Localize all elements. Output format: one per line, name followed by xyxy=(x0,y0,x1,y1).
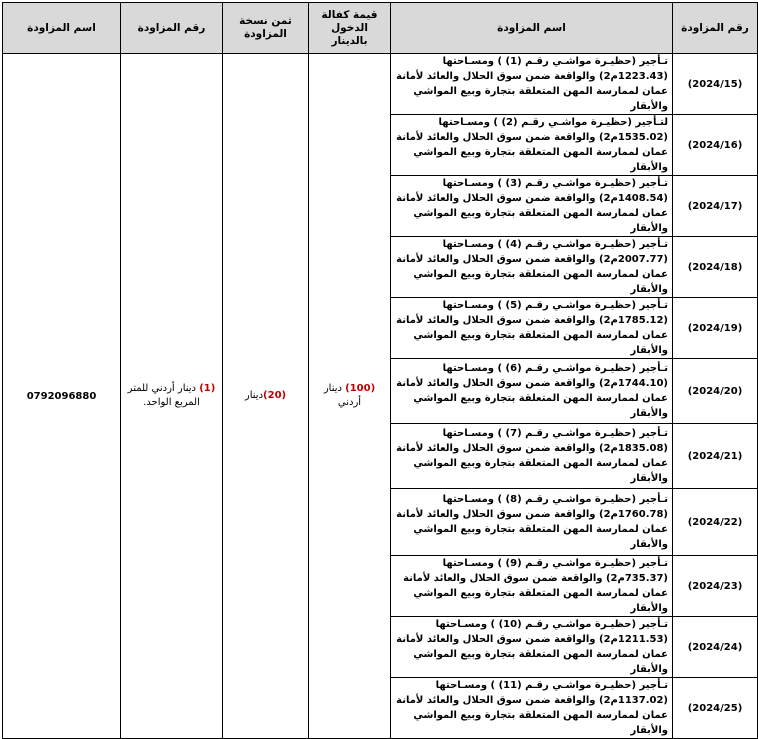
header-auction-number: رقم المزاودة xyxy=(673,3,758,54)
header-guarantee: قيمة كفالة الدخول بالدينار xyxy=(309,3,391,54)
guarantee-amount: (100) xyxy=(345,383,376,394)
auction-number: (2024/17) xyxy=(673,176,758,237)
auction-number: (2024/16) xyxy=(673,115,758,176)
auctions-table xyxy=(2,2,758,739)
auction-number: (2024/24) xyxy=(673,617,758,678)
auction-description: تـأجير (حظيـرة مواشـي رقـم (4) ) ومسـاحتها (2007.77م2) والواقعة ضمن سوق الحلال والعائد لأمانة عمان لممارسة المهن المتعلقة بتجارة وبيع المواشي والأبقار xyxy=(391,237,673,298)
table-row xyxy=(3,54,758,115)
header-auction-number-left: رقم المزاودة xyxy=(121,3,223,54)
auction-number: (2024/21) xyxy=(673,424,758,489)
auction-number: (2024/18) xyxy=(673,237,758,298)
guarantee-cell xyxy=(309,54,391,739)
auction-description: تـأجير (حظيـرة مواشـي رقـم (11) ) ومسـاحتها (1137.02م2) والواقعة ضمن سوق الحلال والعائد لأمانة عمان لممارسة المهن المتعلقة بتجارة وبيع المواشي والأبقار xyxy=(391,678,673,739)
auction-description: تـأجير (حظيـرة مواشـي رقـم (3) ) ومسـاحتها (1408.54م2) والواقعة ضمن سوق الحلال والعائد لأمانة عمان لممارسة المهن المتعلقة بتجارة وبيع المواشي والأبقار xyxy=(391,176,673,237)
auction-description: تـأجير (حظيـرة مواشـي رقـم (1) ) ومسـاحتها (1223.43م2) والواقعة ضمن سوق الحلال والعائد لأمانة عمان لممارسة المهن المتعلقة بتجارة وبيع المواشي والأبقار xyxy=(391,54,673,115)
auction-description: تـأجير (حظيـرة مواشـي رقـم (6) ) ومسـاحتها (1744.10م2) والواقعة ضمن سوق الحلال والعائد لأمانة عمان لممارسة المهن المتعلقة بتجارة وبيع المواشي والأبقار xyxy=(391,359,673,424)
auction-description: تـأجير (حظيـرة مواشـي رقـم (10) ) ومسـاحتها (1211.53م2) والواقعة ضمن سوق الحلال والعائد لأمانة عمان لممارسة المهن المتعلقة بتجارة وبيع المواشي والأبقار xyxy=(391,617,673,678)
header-auction-name-left: اسم المزاودة xyxy=(3,3,121,54)
copy-price-unit: دينار xyxy=(244,390,264,401)
rent-rate-amount: (1) xyxy=(199,383,216,394)
copy-price-cell xyxy=(223,54,309,739)
header-auction-name: اسم المزاودة xyxy=(391,3,673,54)
phone-number: 0792096880 xyxy=(3,54,121,739)
auction-number: (2024/19) xyxy=(673,298,758,359)
auction-number: (2024/25) xyxy=(673,678,758,739)
guarantee-unit: دينار أردني xyxy=(323,383,362,408)
table-header-row xyxy=(3,3,758,54)
auction-description: تـأجير (حظيـرة مواشـي رقـم (7) ) ومسـاحتها (1835.08م2) والواقعة ضمن سوق الحلال والعائد لأمانة عمان لممارسة المهن المتعلقة بتجارة وبيع المواشي والأبقار xyxy=(391,424,673,489)
rent-rate-unit: دينار أردني للمتر المربع الواحد. xyxy=(127,383,200,408)
auction-number: (2024/15) xyxy=(673,54,758,115)
auction-number: (2024/23) xyxy=(673,556,758,617)
header-copy-price: ثمن نسخة المزاودة xyxy=(223,3,309,54)
auction-number: (2024/22) xyxy=(673,489,758,556)
auction-description: تـأجير (حظيـرة مواشـي رقـم (9) ) ومسـاحتها (735.37م2) والواقعة ضمن سوق الحلال والعائد لأمانة عمان لممارسة المهن المتعلقة بتجارة وبيع المواشي والأبقار xyxy=(391,556,673,617)
auction-description: لتـأجير (حظيـرة مواشـي رقـم (2) ) ومسـاحتها (1535.02م2) والواقعة ضمن سوق الحلال والعائد لأمانة عمان لممارسة المهن المتعلقة بتجارة وبيع المواشي والأبقار xyxy=(391,115,673,176)
auction-description: تـأجير (حظيـرة مواشـي رقـم (5) ) ومسـاحتها (1785.12م2) والواقعة ضمن سوق الحلال والعائد لأمانة عمان لممارسة المهن المتعلقة بتجارة وبيع المواشي والأبقار xyxy=(391,298,673,359)
auction-number: (2024/20) xyxy=(673,359,758,424)
auction-description: تـأجير (حظيـرة مواشـي رقـم (8) ) ومسـاحتها (1760.78م2) والواقعة ضمن سوق الحلال والعائد لأمانة عمان لممارسة المهن المتعلقة بتجارة وبيع المواشي والأبقار xyxy=(391,489,673,556)
copy-price-amount: (20) xyxy=(263,390,287,401)
rent-rate-cell xyxy=(121,54,223,739)
